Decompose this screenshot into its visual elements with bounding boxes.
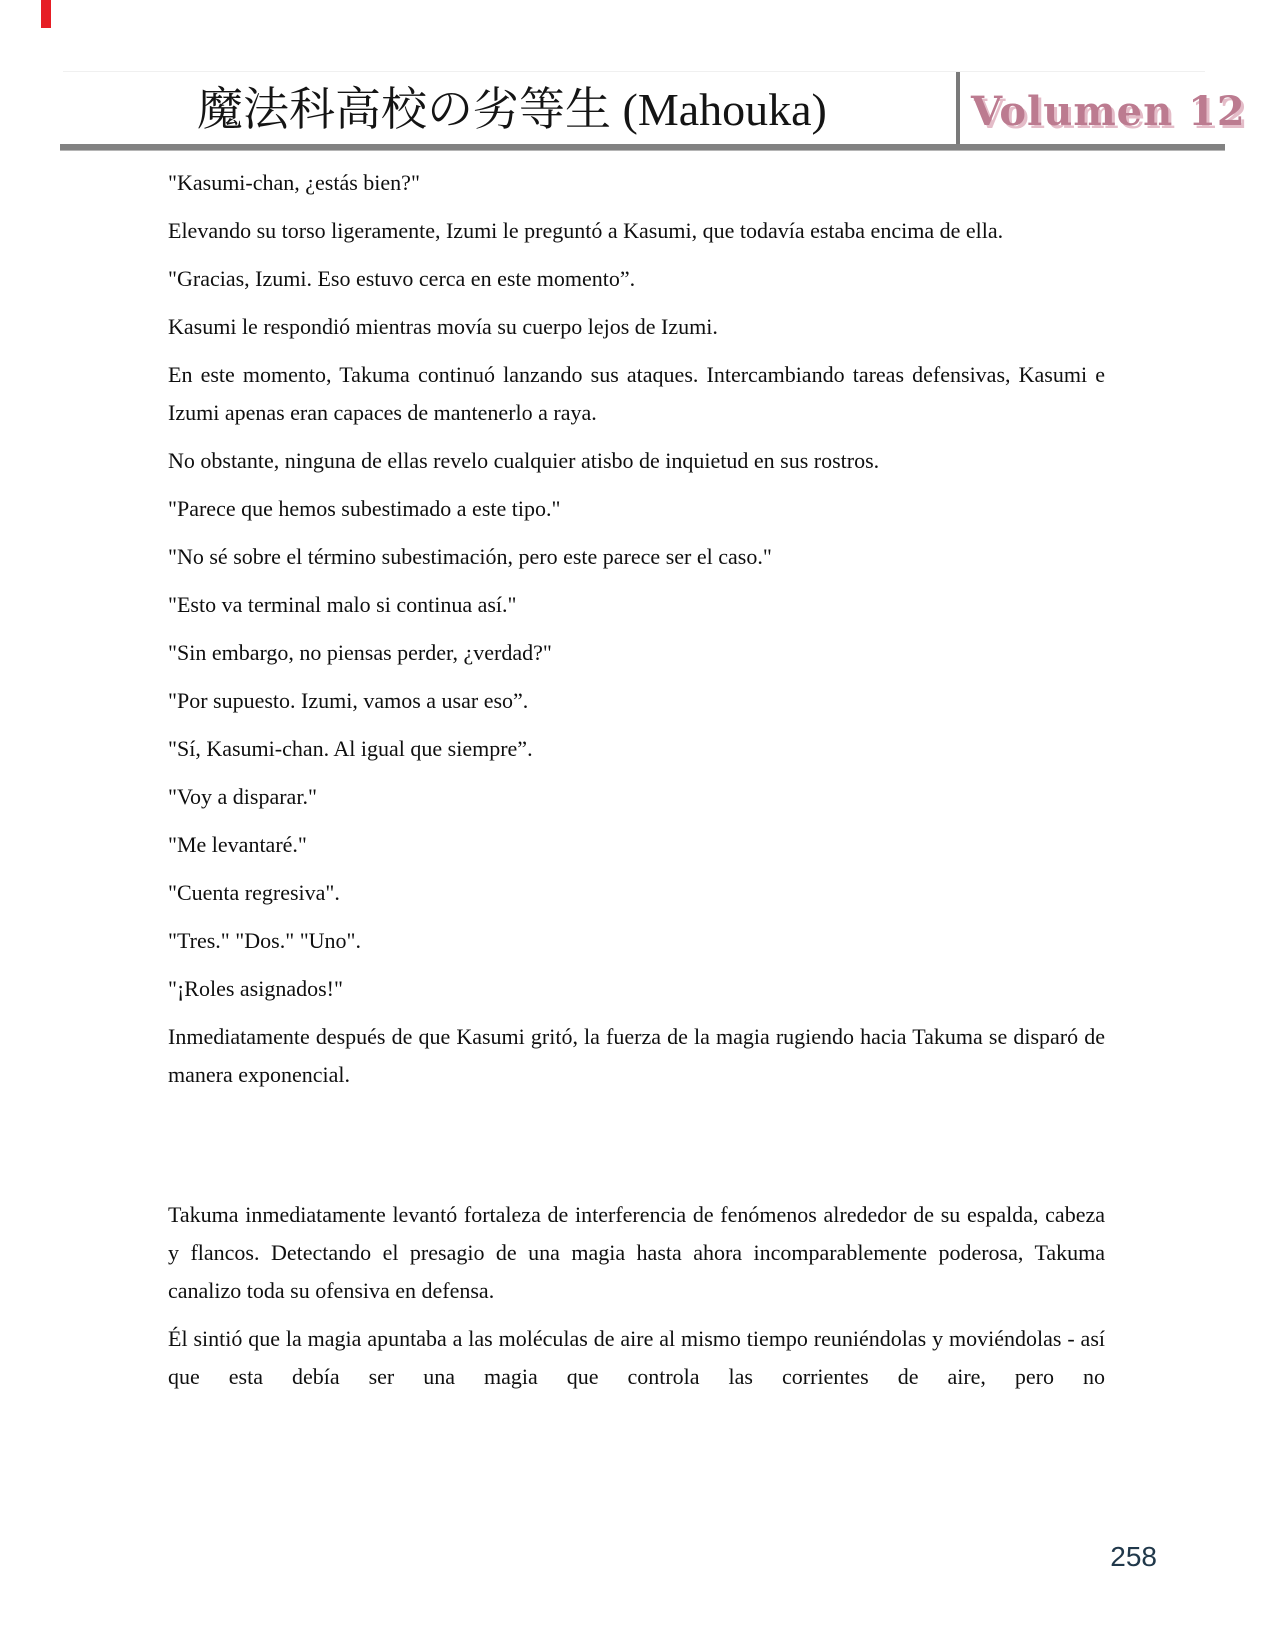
paragraph: "Sin embargo, no piensas perder, ¿verdad?" (168, 640, 552, 665)
paragraph: "Tres." "Dos." "Uno". (168, 928, 362, 953)
paragraph: "Sí, Kasumi-chan. Al igual que siempre”. (168, 736, 533, 761)
paragraph: "Esto va terminal malo si continua así." (168, 592, 517, 617)
volume-badge: Volumen 12 (971, 88, 1246, 135)
paragraph: En este momento, Takuma continuó lanzando sus ataques. Intercambiando tareas defensivas, Kasumi e Izumi apenas eran capaces de mantenerlo a raya. (168, 362, 1105, 425)
paragraph: "¡Roles asignados!" (168, 976, 343, 1001)
paragraph: "Cuenta regresiva". (168, 880, 340, 905)
paragraph: Kasumi le respondió mientras movía su cuerpo lejos de Izumi. (168, 314, 718, 339)
paragraph: Inmediatamente después de que Kasumi gritó, la fuerza de la magia rugiendo hacia Takuma se disparó de manera exponencial. (168, 1024, 1105, 1087)
header-rule (60, 144, 1225, 151)
paragraph: Takuma inmediatamente levantó fortaleza de interferencia de fenómenos alrededor de su espalda, cabeza y flancos. Detectando el presagio de una magia hasta ahora incomparablemente poderosa, Takuma canalizo toda su ofensiva en defensa. (168, 1202, 1105, 1303)
body-text (168, 164, 1105, 1406)
paragraph: No obstante, ninguna de ellas revelo cualquier atisbo de inquietud en sus rostros. (168, 448, 880, 473)
bookmark-ribbon-icon (41, 0, 51, 28)
page-number: 258 (1110, 1541, 1157, 1572)
paragraph: "Voy a disparar." (168, 784, 317, 809)
paragraph: "Me levantaré." (168, 832, 307, 857)
header-top-border (63, 71, 1205, 72)
paragraph: "Parece que hemos subestimado a este tipo." (168, 496, 561, 521)
paragraph: Elevando su torso ligeramente, Izumi le preguntó a Kasumi, que todavía estaba encima de ella. (168, 218, 1004, 243)
paragraph: "Gracias, Izumi. Eso estuvo cerca en este momento”. (168, 266, 636, 291)
page-title: 魔法科高校の劣等生 (Mahouka) (197, 84, 827, 135)
section-break (168, 1104, 1105, 1196)
paragraph: "Kasumi-chan, ¿estás bien?" (168, 170, 420, 195)
header-divider (956, 72, 960, 144)
paragraph: "No sé sobre el término subestimación, pero este parece ser el caso." (168, 544, 772, 569)
paragraph: "Por supuesto. Izumi, vamos a usar eso”. (168, 688, 529, 713)
paragraph: Él sintió que la magia apuntaba a las moléculas de aire al mismo tiempo reuniéndolas y moviéndolas - así que esta debía ser una magia que controla las corrientes de aire, pero no (168, 1326, 1105, 1389)
